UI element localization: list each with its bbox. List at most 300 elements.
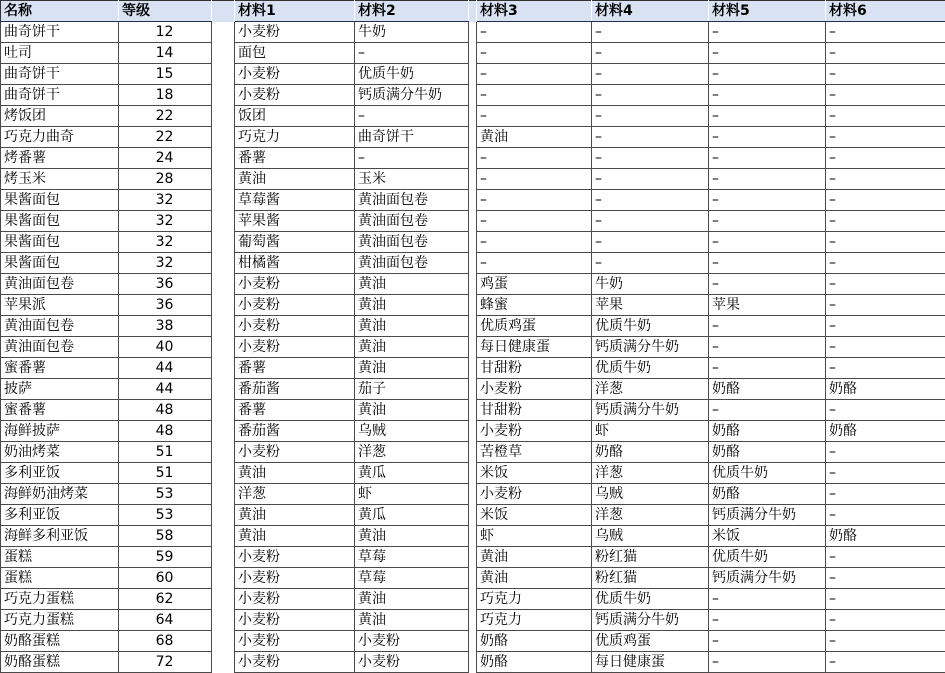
cell-material4: – — [592, 106, 709, 127]
spacer-cell — [212, 295, 235, 316]
cell-name: 巧克力蛋糕 — [1, 610, 119, 631]
spacer-cell — [212, 127, 235, 148]
cell-material1: 柑橘酱 — [235, 253, 355, 274]
spacer-cell — [469, 127, 477, 148]
cell-material3: 巧克力 — [477, 589, 592, 610]
spacer-cell — [212, 652, 235, 673]
cell-material1: 番茄酱 — [235, 379, 355, 400]
cell-material2: 小麦粉 — [355, 631, 469, 652]
cell-material6: – — [826, 64, 945, 85]
cell-material3: 奶酪 — [477, 631, 592, 652]
column-header-material3: 材料3 — [477, 1, 592, 22]
spacer-cell — [469, 463, 477, 484]
cell-level: 60 — [119, 568, 212, 589]
column-header-material1: 材料1 — [235, 1, 355, 22]
spacer-cell — [469, 148, 477, 169]
column-header-material4: 材料4 — [592, 1, 709, 22]
spacer-cell — [469, 211, 477, 232]
cell-material4: 粉红猫 — [592, 547, 709, 568]
cell-material5: – — [709, 358, 826, 379]
cell-material1: 小麦粉 — [235, 442, 355, 463]
cell-material3: – — [477, 211, 592, 232]
cell-material6: – — [826, 547, 945, 568]
spacer-cell — [212, 589, 235, 610]
cell-material3: 黄油 — [477, 127, 592, 148]
cell-material2: 草莓 — [355, 568, 469, 589]
cell-material4: – — [592, 22, 709, 43]
cell-material3: 苦橙草 — [477, 442, 592, 463]
cell-material6: – — [826, 610, 945, 631]
cell-name: 海鲜披萨 — [1, 421, 119, 442]
cell-material1: 小麦粉 — [235, 274, 355, 295]
cell-name: 黄油面包卷 — [1, 337, 119, 358]
spacer-cell — [469, 106, 477, 127]
spacer-cell — [212, 421, 235, 442]
spacer-cell — [469, 442, 477, 463]
cell-material3: – — [477, 22, 592, 43]
cell-material6: – — [826, 232, 945, 253]
cell-level: 62 — [119, 589, 212, 610]
table-row — [1, 253, 945, 274]
cell-material1: 苹果酱 — [235, 211, 355, 232]
table-row — [1, 211, 945, 232]
cell-material5: – — [709, 232, 826, 253]
table-row — [1, 484, 945, 505]
cell-material3: 蜂蜜 — [477, 295, 592, 316]
cell-material1: 小麦粉 — [235, 85, 355, 106]
cell-material2: 黄油 — [355, 589, 469, 610]
cell-material2: 黄油面包卷 — [355, 190, 469, 211]
table-row — [1, 505, 945, 526]
cell-material6: – — [826, 337, 945, 358]
cell-material3: 小麦粉 — [477, 421, 592, 442]
spacer-cell — [212, 442, 235, 463]
cell-material5: – — [709, 190, 826, 211]
table-row — [1, 148, 945, 169]
cell-name: 奶油烤菜 — [1, 442, 119, 463]
cell-material3: – — [477, 169, 592, 190]
table-row — [1, 358, 945, 379]
cell-material3: 巧克力 — [477, 610, 592, 631]
cell-material4: 钙质满分牛奶 — [592, 337, 709, 358]
spacer-cell — [212, 526, 235, 547]
cell-material4: 虾 — [592, 421, 709, 442]
cell-material2: 黄油面包卷 — [355, 253, 469, 274]
cell-material5: – — [709, 589, 826, 610]
spacer-cell — [212, 379, 235, 400]
spacer-cell — [469, 190, 477, 211]
spacer-cell — [212, 337, 235, 358]
cell-material3: 黄油 — [477, 547, 592, 568]
cell-material2: 茄子 — [355, 379, 469, 400]
cell-material4: 钙质满分牛奶 — [592, 400, 709, 421]
spacer-cell — [212, 190, 235, 211]
cell-material6: – — [826, 85, 945, 106]
cell-material4: – — [592, 232, 709, 253]
cell-material3: – — [477, 43, 592, 64]
cell-name: 海鲜奶油烤菜 — [1, 484, 119, 505]
spacer-cell — [469, 358, 477, 379]
cell-material4: – — [592, 64, 709, 85]
spacer-cell — [469, 589, 477, 610]
cell-material6: – — [826, 295, 945, 316]
cell-material6: – — [826, 211, 945, 232]
cell-material2: 牛奶 — [355, 22, 469, 43]
cell-name: 奶酪蛋糕 — [1, 631, 119, 652]
cell-level: 28 — [119, 169, 212, 190]
spacer-cell — [469, 379, 477, 400]
spacer-cell — [469, 22, 477, 43]
cell-material1: 小麦粉 — [235, 295, 355, 316]
column-header-name: 名称 — [1, 1, 119, 22]
cell-name: 黄油面包卷 — [1, 274, 119, 295]
cell-material6: – — [826, 106, 945, 127]
spacer-cell — [212, 148, 235, 169]
cell-material3: – — [477, 148, 592, 169]
cell-material1: 小麦粉 — [235, 631, 355, 652]
cell-material1: 小麦粉 — [235, 547, 355, 568]
cell-material3: 甘甜粉 — [477, 358, 592, 379]
spacer-cell — [212, 232, 235, 253]
cell-material1: 面包 — [235, 43, 355, 64]
cell-name: 吐司 — [1, 43, 119, 64]
cell-level: 36 — [119, 295, 212, 316]
cell-material4: 牛奶 — [592, 274, 709, 295]
cell-level: 12 — [119, 22, 212, 43]
table-row — [1, 526, 945, 547]
cell-material6: – — [826, 631, 945, 652]
cell-material2: 黄油 — [355, 610, 469, 631]
cell-name: 多利亚饭 — [1, 463, 119, 484]
cell-material6: – — [826, 22, 945, 43]
column-header-material6: 材料6 — [826, 1, 945, 22]
cell-name: 苹果派 — [1, 295, 119, 316]
cell-material6: – — [826, 589, 945, 610]
table-row — [1, 106, 945, 127]
spacer-cell — [469, 484, 477, 505]
cell-material5: – — [709, 253, 826, 274]
cell-material6: – — [826, 148, 945, 169]
cell-level: 59 — [119, 547, 212, 568]
cell-material5: – — [709, 274, 826, 295]
cell-material5: 奶酪 — [709, 442, 826, 463]
spacer-cell — [469, 253, 477, 274]
cell-material6: – — [826, 190, 945, 211]
cell-name: 曲奇饼干 — [1, 85, 119, 106]
cell-material2: 黄油 — [355, 526, 469, 547]
cell-material2: – — [355, 148, 469, 169]
spacer-cell — [469, 547, 477, 568]
cell-material2: 黄瓜 — [355, 463, 469, 484]
cell-name: 曲奇饼干 — [1, 22, 119, 43]
cell-material4: 钙质满分牛奶 — [592, 610, 709, 631]
cell-material4: – — [592, 127, 709, 148]
cell-material6: 奶酪 — [826, 526, 945, 547]
cell-material6: – — [826, 274, 945, 295]
table-row — [1, 127, 945, 148]
cell-level: 22 — [119, 106, 212, 127]
cell-material1: 草莓酱 — [235, 190, 355, 211]
cell-material5: – — [709, 169, 826, 190]
spacer-cell — [212, 274, 235, 295]
cell-material4: – — [592, 85, 709, 106]
cell-material4: – — [592, 190, 709, 211]
spacer-cell — [212, 106, 235, 127]
cell-material1: 黄油 — [235, 526, 355, 547]
spacer-cell — [212, 610, 235, 631]
cell-material2: 黄油 — [355, 358, 469, 379]
cell-material2: 黄油 — [355, 337, 469, 358]
cell-material1: 小麦粉 — [235, 652, 355, 673]
spacer-cell — [212, 253, 235, 274]
cell-material2: 玉米 — [355, 169, 469, 190]
cell-material2: 黄油面包卷 — [355, 232, 469, 253]
cell-name: 蜜番薯 — [1, 400, 119, 421]
cell-name: 海鲜多利亚饭 — [1, 526, 119, 547]
cell-material4: 奶酪 — [592, 442, 709, 463]
cell-material3: – — [477, 190, 592, 211]
cell-material2: 黄油 — [355, 274, 469, 295]
cell-level: 38 — [119, 316, 212, 337]
cell-material5: – — [709, 85, 826, 106]
header-row — [1, 1, 945, 22]
spacer-cell — [469, 505, 477, 526]
spacer-cell — [212, 358, 235, 379]
cell-material1: 巧克力 — [235, 127, 355, 148]
cell-level: 72 — [119, 652, 212, 673]
cell-material4: 每日健康蛋 — [592, 652, 709, 673]
cell-level: 64 — [119, 610, 212, 631]
cell-name: 蛋糕 — [1, 547, 119, 568]
cell-name: 蜜番薯 — [1, 358, 119, 379]
cell-material1: 番薯 — [235, 400, 355, 421]
cell-material5: – — [709, 127, 826, 148]
cell-level: 14 — [119, 43, 212, 64]
cell-material1: 番茄酱 — [235, 421, 355, 442]
cell-material2: 黄油 — [355, 400, 469, 421]
spacer-cell — [469, 232, 477, 253]
cell-name: 果酱面包 — [1, 211, 119, 232]
table-row — [1, 652, 945, 673]
spacer-cell — [212, 505, 235, 526]
cell-material2: 黄油 — [355, 295, 469, 316]
cell-material3: 奶酪 — [477, 652, 592, 673]
spacer-cell — [469, 64, 477, 85]
cell-name: 多利亚饭 — [1, 505, 119, 526]
cell-material6: – — [826, 127, 945, 148]
cell-material5: – — [709, 316, 826, 337]
cell-material1: 小麦粉 — [235, 337, 355, 358]
cell-name: 巧克力蛋糕 — [1, 589, 119, 610]
cell-material4: 优质鸡蛋 — [592, 631, 709, 652]
spacer-cell — [212, 631, 235, 652]
spacer-cell — [469, 568, 477, 589]
cell-material2: 虾 — [355, 484, 469, 505]
cell-material6: – — [826, 169, 945, 190]
cell-level: 44 — [119, 379, 212, 400]
cell-material1: 番薯 — [235, 148, 355, 169]
cell-material3: – — [477, 106, 592, 127]
spacer-cell — [469, 85, 477, 106]
cell-material1: 番薯 — [235, 358, 355, 379]
cell-material4: – — [592, 253, 709, 274]
cell-material6: – — [826, 442, 945, 463]
cell-material3: – — [477, 253, 592, 274]
spacer-cell — [469, 295, 477, 316]
cell-material2: 洋葱 — [355, 442, 469, 463]
cell-name: 曲奇饼干 — [1, 64, 119, 85]
table-row — [1, 463, 945, 484]
cell-material4: 优质牛奶 — [592, 358, 709, 379]
cell-material5: – — [709, 652, 826, 673]
cell-level: 15 — [119, 64, 212, 85]
spacer-cell — [469, 337, 477, 358]
spacer-cell — [469, 610, 477, 631]
spacer-cell — [212, 169, 235, 190]
spacer-cell — [212, 316, 235, 337]
spacer-cell — [469, 316, 477, 337]
cell-material1: 小麦粉 — [235, 589, 355, 610]
cell-material2: – — [355, 43, 469, 64]
column-header-spacer-1 — [212, 1, 235, 22]
cell-name: 烤番薯 — [1, 148, 119, 169]
cell-material4: 洋葱 — [592, 379, 709, 400]
spacer-cell — [212, 547, 235, 568]
cell-level: 32 — [119, 232, 212, 253]
cell-material3: – — [477, 232, 592, 253]
cell-material6: – — [826, 316, 945, 337]
table-row — [1, 85, 945, 106]
cell-name: 果酱面包 — [1, 190, 119, 211]
cell-material5: 奶酪 — [709, 484, 826, 505]
table-row — [1, 337, 945, 358]
cell-level: 51 — [119, 463, 212, 484]
cell-level: 32 — [119, 190, 212, 211]
cell-material5: – — [709, 211, 826, 232]
cell-material5: 优质牛奶 — [709, 547, 826, 568]
cell-material2: 小麦粉 — [355, 652, 469, 673]
cell-name: 果酱面包 — [1, 253, 119, 274]
table-row — [1, 316, 945, 337]
cell-material5: – — [709, 400, 826, 421]
cell-material5: – — [709, 631, 826, 652]
cell-material4: – — [592, 148, 709, 169]
cell-material1: 黄油 — [235, 463, 355, 484]
table-row — [1, 631, 945, 652]
table-row — [1, 43, 945, 64]
cell-material5: – — [709, 148, 826, 169]
cell-level: 68 — [119, 631, 212, 652]
column-header-material5: 材料5 — [709, 1, 826, 22]
cell-material1: 黄油 — [235, 169, 355, 190]
cell-material1: 小麦粉 — [235, 64, 355, 85]
table-row — [1, 610, 945, 631]
cell-material3: 米饭 — [477, 463, 592, 484]
table-row — [1, 22, 945, 43]
cell-material1: 小麦粉 — [235, 22, 355, 43]
cell-material2: 草莓 — [355, 547, 469, 568]
column-header-level: 等级 — [119, 1, 212, 22]
cell-material4: 洋葱 — [592, 505, 709, 526]
table-row — [1, 295, 945, 316]
cell-material1: 饭团 — [235, 106, 355, 127]
cell-material5: 苹果 — [709, 295, 826, 316]
cell-material4: – — [592, 169, 709, 190]
spacer-cell — [469, 400, 477, 421]
cell-level: 32 — [119, 253, 212, 274]
cell-material3: 优质鸡蛋 — [477, 316, 592, 337]
spacer-cell — [469, 43, 477, 64]
cell-material2: – — [355, 106, 469, 127]
cell-material5: – — [709, 64, 826, 85]
cell-level: 40 — [119, 337, 212, 358]
cell-level: 22 — [119, 127, 212, 148]
cell-material6: – — [826, 358, 945, 379]
cell-material2: 黄瓜 — [355, 505, 469, 526]
cell-material3: – — [477, 85, 592, 106]
cell-material4: 乌贼 — [592, 526, 709, 547]
spacer-cell — [469, 169, 477, 190]
spacer-cell — [212, 400, 235, 421]
cell-name: 奶酪蛋糕 — [1, 652, 119, 673]
cell-material2: 乌贼 — [355, 421, 469, 442]
table-row — [1, 379, 945, 400]
cell-material3: 米饭 — [477, 505, 592, 526]
cell-level: 18 — [119, 85, 212, 106]
cell-material1: 洋葱 — [235, 484, 355, 505]
spacer-cell — [212, 211, 235, 232]
cell-material5: – — [709, 337, 826, 358]
cell-material5: – — [709, 610, 826, 631]
cell-material6: – — [826, 400, 945, 421]
cell-material4: 优质牛奶 — [592, 316, 709, 337]
cell-material4: – — [592, 43, 709, 64]
spacer-cell — [212, 64, 235, 85]
spacer-cell — [469, 526, 477, 547]
cell-material2: 优质牛奶 — [355, 64, 469, 85]
spacer-cell — [212, 85, 235, 106]
table-row — [1, 400, 945, 421]
cell-material4: 乌贼 — [592, 484, 709, 505]
cell-level: 53 — [119, 505, 212, 526]
cell-material3: 每日健康蛋 — [477, 337, 592, 358]
cell-material5: 奶酪 — [709, 379, 826, 400]
cell-material3: 鸡蛋 — [477, 274, 592, 295]
cell-material1: 葡萄酱 — [235, 232, 355, 253]
cell-material5: – — [709, 106, 826, 127]
cell-material5: 钙质满分牛奶 — [709, 505, 826, 526]
cell-material1: 小麦粉 — [235, 568, 355, 589]
cell-level: 53 — [119, 484, 212, 505]
cell-material6: – — [826, 43, 945, 64]
cell-material4: 苹果 — [592, 295, 709, 316]
cell-level: 48 — [119, 421, 212, 442]
spacer-cell — [469, 652, 477, 673]
cell-material3: 小麦粉 — [477, 379, 592, 400]
cell-material2: 钙质满分牛奶 — [355, 85, 469, 106]
table-row — [1, 589, 945, 610]
cell-material3: 虾 — [477, 526, 592, 547]
cell-material6: 奶酪 — [826, 421, 945, 442]
cell-material2: 黄油面包卷 — [355, 211, 469, 232]
cell-name: 烤玉米 — [1, 169, 119, 190]
cell-material3: 甘甜粉 — [477, 400, 592, 421]
spacer-cell — [212, 568, 235, 589]
table-row — [1, 190, 945, 211]
cell-material3: – — [477, 64, 592, 85]
cell-material4: – — [592, 211, 709, 232]
spacer-cell — [469, 274, 477, 295]
